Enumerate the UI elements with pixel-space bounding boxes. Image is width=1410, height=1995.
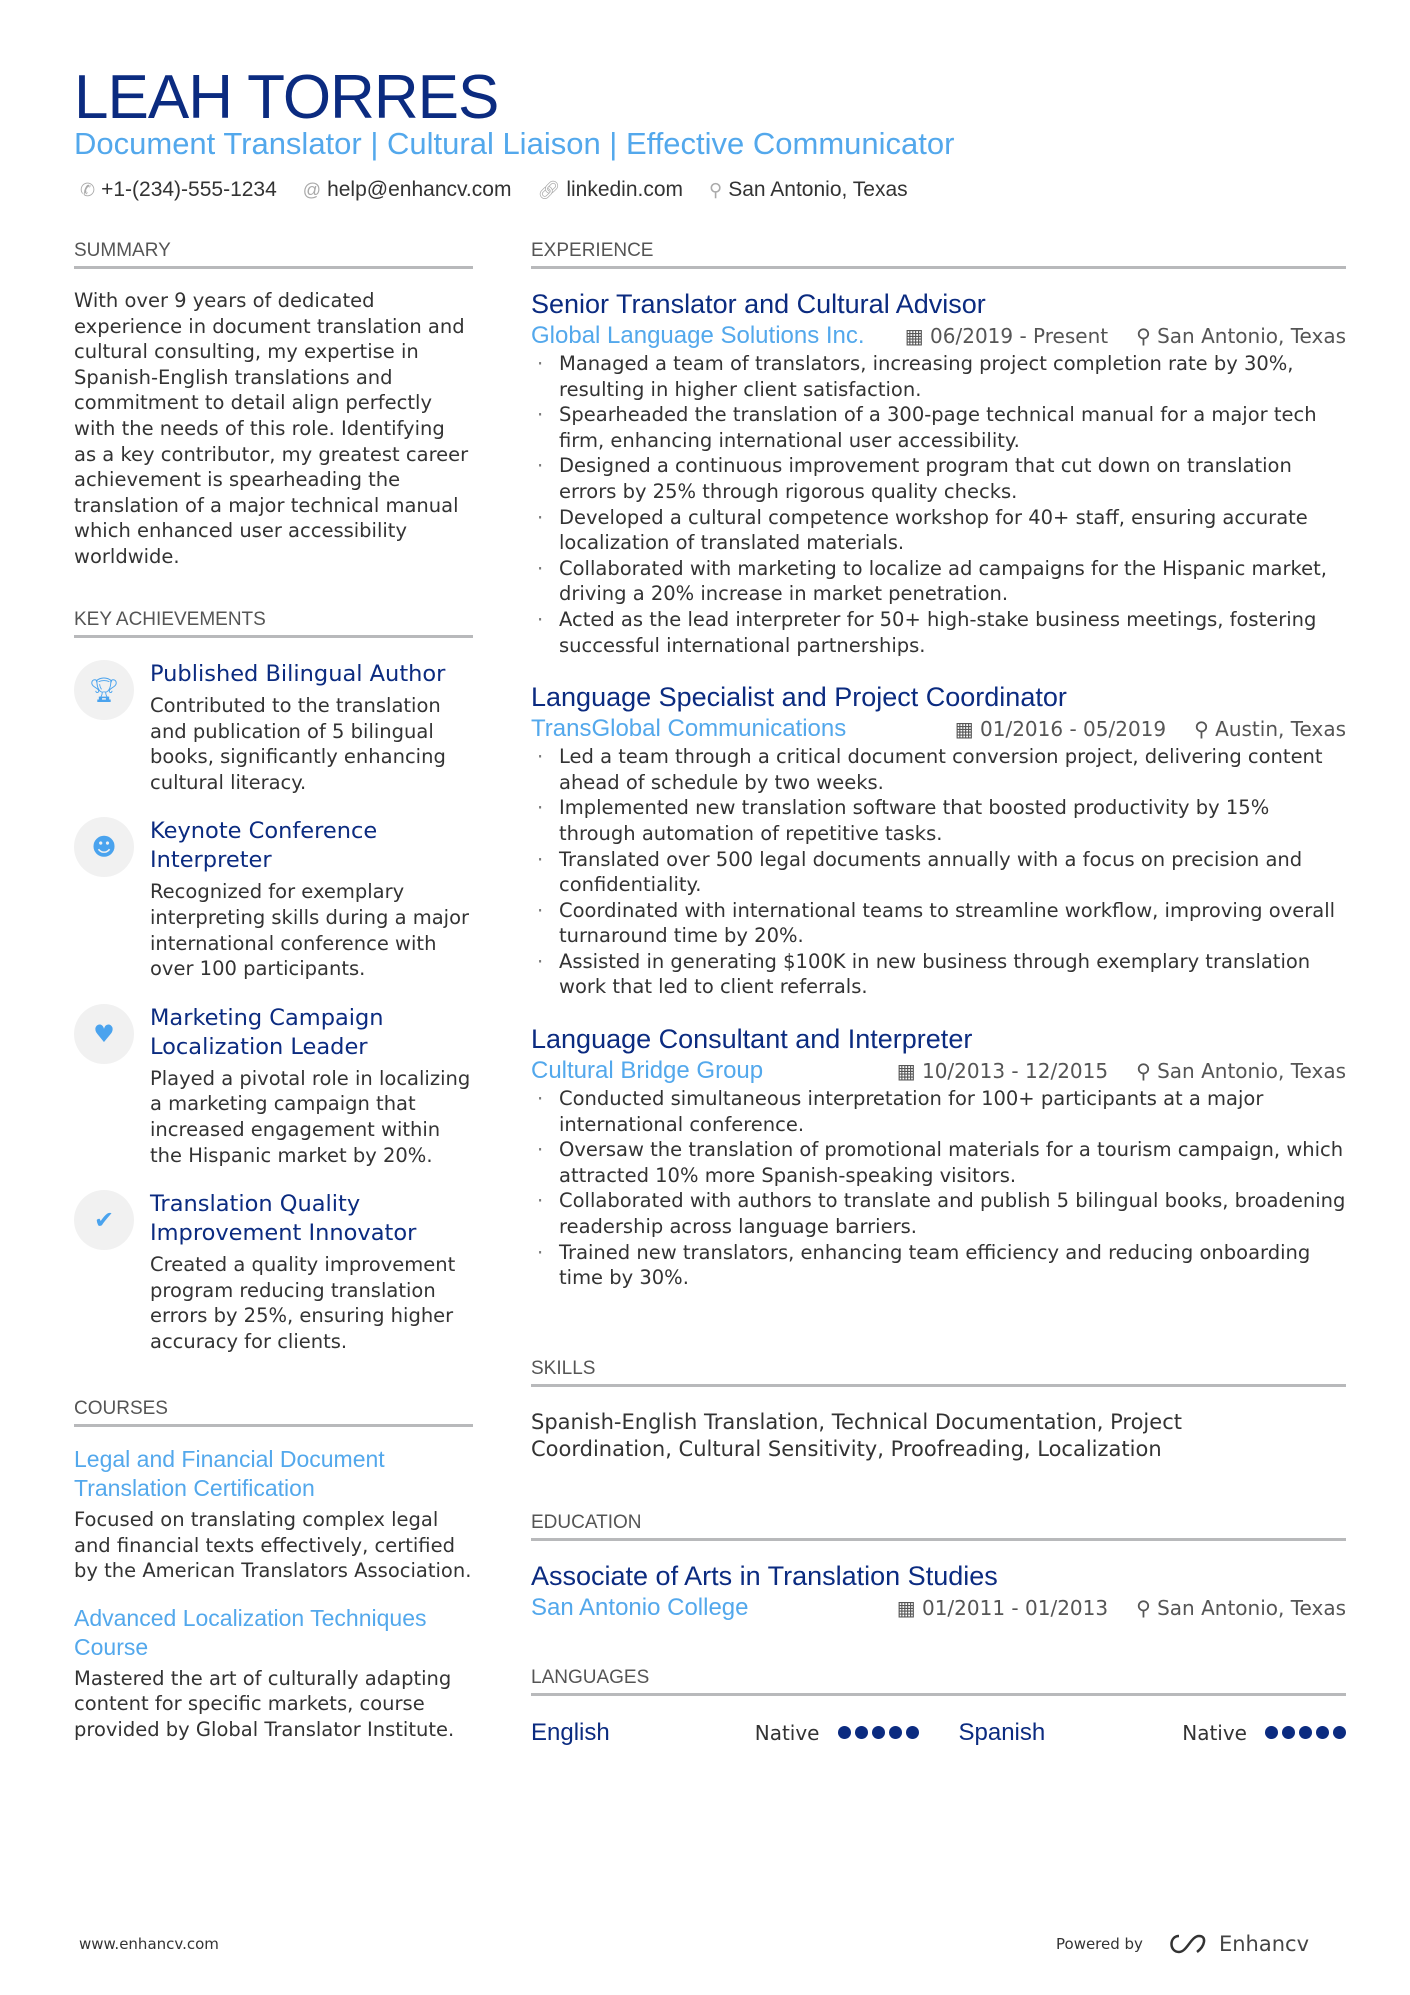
job-bullet: · Designed a continuous improvement program that cut down on translation errors by 25% through rigorous quality checks.: [531, 453, 1346, 504]
achievement-desc: Created a quality improvement program reducing translation errors by 25%, ensuring higher accuracy for clients.: [150, 1253, 456, 1353]
rating-dot: [1333, 1726, 1346, 1739]
rating-dot: [1299, 1726, 1312, 1739]
job-entry: [531, 287, 1346, 658]
head-icon: ☻: [74, 817, 134, 877]
achievement-desc: Played a pivotal role in localizing a marketing campaign that increased engagement within the Hispanic market by 20%.: [150, 1066, 471, 1167]
calendar-icon: ▦: [954, 717, 981, 742]
location-pin-icon: ⚲: [1136, 1059, 1158, 1084]
section-title: COURSES: [74, 1398, 473, 1427]
course-item: [74, 1604, 473, 1743]
achievement-desc: Recognized for exemplary interpreting skills during a major international conference with over 100 participants.: [150, 880, 470, 981]
course-title: Legal and Financial Document Translation Certification: [74, 1446, 385, 1501]
calendar-icon: ▦: [904, 324, 931, 348]
candidate-subtitle: Document Translator | Cultural Liaison | Effective Communicator: [74, 126, 955, 161]
rating-dot: [1282, 1726, 1295, 1739]
job-bullet: · Coordinated with international teams to streamline workflow, improving overall turnaround time by 20%.: [531, 898, 1346, 949]
language-rating: [1261, 1724, 1346, 1743]
school-name: San Antonio College: [531, 1594, 749, 1621]
heart-icon: ♥: [74, 1004, 134, 1064]
powered-by-label: Powered by: [1056, 1935, 1143, 1953]
location-pin-icon: ⚲: [709, 180, 723, 200]
education-meta: [531, 1593, 1346, 1623]
footer-site[interactable]: www.enhancv.com: [79, 1935, 219, 1953]
job-bullet: · Collaborated with marketing to localize ad campaigns for the Hispanic market, driving a 20% increase in market penetration.: [531, 556, 1346, 607]
job-bullets: [531, 351, 1346, 658]
job-bullet: · Acted as the lead interpreter for 50+ high-stake business meetings, fostering successful international partnerships.: [531, 607, 1346, 658]
education-dates: ▦ 01/2011 - 01/2013: [896, 1596, 1109, 1620]
calendar-icon: ▦: [896, 1059, 922, 1084]
achievement-item: [74, 1190, 473, 1354]
location-pin-icon: ⚲: [1136, 324, 1158, 348]
achievement-title: Translation Quality Improvement Innovator: [150, 1191, 417, 1247]
language-name: Spanish: [958, 1719, 1046, 1746]
phone-icon: ✆: [80, 180, 96, 200]
section-title: EXPERIENCE: [531, 240, 1346, 269]
job-bullet: · Implemented new translation software that boosted productivity by 15% through automation of repetitive tasks.: [531, 795, 1346, 846]
summary-section: [74, 240, 473, 570]
courses-section: [74, 1398, 473, 1763]
course-item: [74, 1445, 473, 1584]
language-level: Native: [1182, 1721, 1247, 1745]
company-name: Cultural Bridge Group: [531, 1057, 764, 1085]
link-icon: 🔗︎: [537, 180, 561, 200]
contact-linkedin[interactable]: 🔗︎ linkedin.com: [537, 178, 684, 201]
rating-dot: [872, 1726, 885, 1739]
location-pin-icon: ⚲: [1194, 717, 1216, 742]
calendar-icon: ▦: [896, 1596, 922, 1620]
job-bullets: [531, 744, 1346, 1000]
job-dates: ▦ 10/2013 - 12/2015: [896, 1059, 1109, 1084]
achievements-section: [74, 609, 473, 1377]
section-title: SKILLS: [531, 1358, 1346, 1387]
job-meta: [531, 1056, 1346, 1086]
achievement-title: Published Bilingual Author: [150, 661, 446, 687]
achievement-item: [74, 660, 473, 795]
location-pin-icon: ⚲: [1136, 1596, 1158, 1620]
job-location: ⚲ San Antonio, Texas: [1136, 324, 1346, 348]
job-bullet: · Oversaw the translation of promotional materials for a tourism campaign, which attracted 10% more Spanish-speaking visitors.: [531, 1137, 1346, 1188]
job-bullet: · Spearheaded the translation of a 300-page technical manual for a major tech firm, enhancing international user accessibility.: [531, 402, 1346, 453]
language-name: English: [531, 1719, 610, 1746]
contact-location: ⚲ San Antonio, Texas: [709, 178, 908, 201]
at-icon: @: [302, 180, 322, 200]
job-bullet: · Led a team through a critical document conversion project, delivering content ahead of schedule by two weeks.: [531, 744, 1346, 795]
contact-email[interactable]: @ help@enhancv.com: [302, 178, 512, 201]
skills-text: Spanish-English Translation, Technical Documentation, Project Coordination, Cultural Sensitivity, Proofreading, Localization: [531, 1410, 1182, 1461]
experience-section: [531, 240, 1346, 1313]
footer-powered: [1056, 1932, 1309, 1956]
section-title: KEY ACHIEVEMENTS: [74, 609, 473, 638]
course-desc: Mastered the art of culturally adapting content for specific markets, course provided by Global Translator Institute.: [74, 1666, 455, 1741]
job-bullet: · Managed a team of translators, increasing project completion rate by 30%, resulting in higher client satisfaction.: [531, 351, 1346, 402]
achievement-item: [74, 817, 473, 981]
check-icon: ✔: [74, 1190, 134, 1250]
rating-dot: [1265, 1726, 1278, 1739]
summary-text: With over 9 years of dedicated experience in document translation and cultural consulting, my expertise in Spanish-English translations and commitment to detail align perfectly with the needs of this role. Identifying as a key contributor, my greatest career achievement is spearheading the translation of a major technical manual which enhanced user accessibility worldwide.: [74, 289, 469, 568]
company-name: Global Language Solutions Inc.: [531, 322, 865, 349]
contact-info: [80, 178, 908, 202]
language-level: Native: [754, 1721, 820, 1745]
job-bullet: · Assisted in generating $100K in new business through exemplary translation work that led to client referrals.: [531, 949, 1346, 1000]
language-item: [531, 1716, 919, 1750]
job-title: Language Consultant and Interpreter: [531, 1024, 973, 1055]
skills-section: [531, 1358, 1346, 1463]
rating-dot: [889, 1726, 902, 1739]
company-name: TransGlobal Communications: [531, 715, 847, 743]
achievement-title: Marketing Campaign Localization Leader: [150, 1004, 384, 1060]
job-meta: [531, 321, 1346, 351]
job-bullets: [531, 1086, 1346, 1291]
education-location: ⚲ San Antonio, Texas: [1136, 1596, 1346, 1620]
job-title: Senior Translator and Cultural Advisor: [531, 289, 986, 319]
job-entry: [531, 1022, 1346, 1291]
job-location: ⚲ Austin, Texas: [1194, 717, 1346, 742]
achievement-desc: Contributed to the translation and publication of 5 bilingual books, significantly enhancing cultural literacy.: [150, 694, 446, 794]
job-dates: ▦ 01/2016 - 05/2019: [954, 717, 1167, 742]
job-dates: ▦ 06/2019 - Present: [904, 324, 1109, 348]
section-title: SUMMARY: [74, 240, 473, 269]
rating-dot: [855, 1726, 868, 1739]
achievement-item: [74, 1004, 473, 1168]
education-section: [531, 1512, 1346, 1623]
job-bullet: · Trained new translators, enhancing team efficiency and reducing onboarding time by 30%.: [531, 1240, 1346, 1291]
languages-section: [531, 1667, 1346, 1750]
rating-dot: [906, 1726, 919, 1739]
job-entry: [531, 680, 1346, 1000]
language-item: [959, 1716, 1347, 1750]
job-bullet: · Collaborated with authors to translate and publish 5 bilingual books, broadening readership across language barriers.: [531, 1188, 1346, 1239]
enhancv-logo-icon: [1165, 1932, 1211, 1956]
job-bullet: · Conducted simultaneous interpretation for 100+ participants at a major international conference.: [531, 1086, 1346, 1137]
achievement-title: Keynote Conference Interpreter: [150, 818, 378, 874]
job-bullet: · Translated over 500 legal documents annually with a focus on precision and confidentiality.: [531, 847, 1346, 898]
job-location: ⚲ San Antonio, Texas: [1136, 1059, 1346, 1084]
rating-dot: [1316, 1726, 1329, 1739]
section-title: EDUCATION: [531, 1512, 1346, 1541]
course-desc: Focused on translating complex legal and financial texts effectively, certified by the American Translators Association.: [74, 1508, 472, 1583]
job-meta: [531, 714, 1346, 744]
job-title: Language Specialist and Project Coordinator: [531, 682, 1067, 713]
degree-title: Associate of Arts in Translation Studies: [531, 1561, 998, 1591]
rating-dot: [838, 1726, 851, 1739]
contact-phone: ✆ +1-(234)-555-1234: [80, 178, 277, 201]
enhancv-logo: Enhancv: [1165, 1932, 1309, 1956]
candidate-name: LEAH TORRES: [74, 63, 499, 132]
job-bullet: · Developed a cultural competence workshop for 40+ staff, ensuring accurate localization of translated materials.: [531, 505, 1346, 556]
section-title: LANGUAGES: [531, 1667, 1346, 1696]
course-title: Advanced Localization Techniques Course: [74, 1604, 427, 1660]
trophy-icon: 🏆︎: [74, 660, 134, 720]
language-rating: [834, 1724, 919, 1743]
